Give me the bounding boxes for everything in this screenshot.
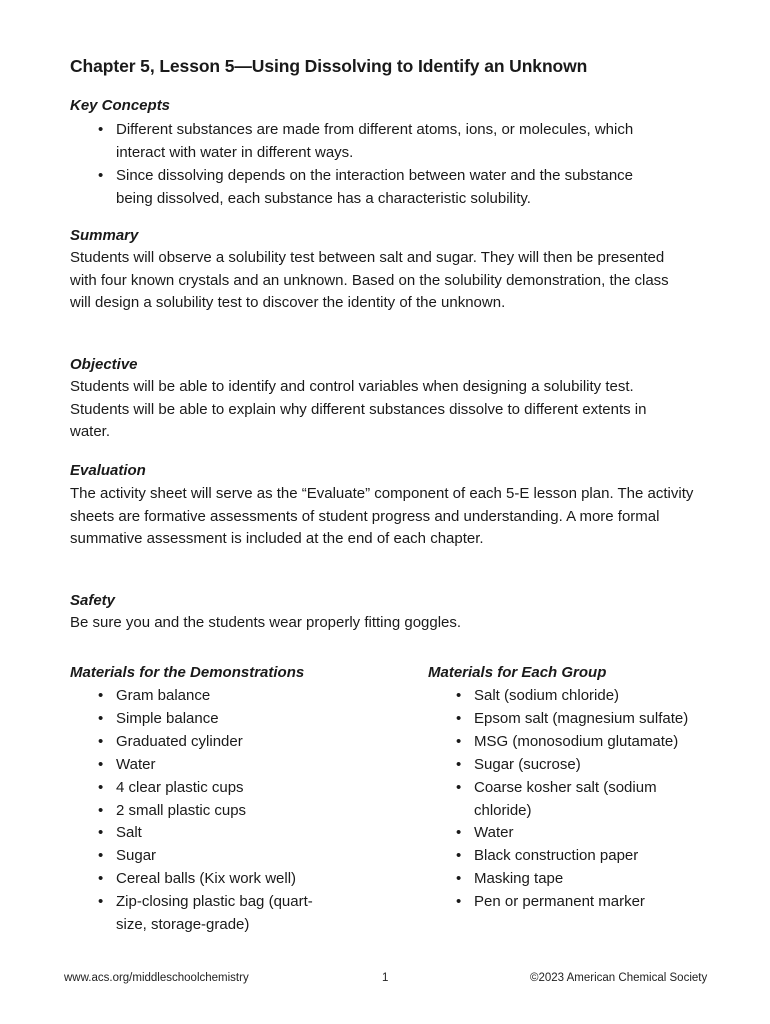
safety-heading: Safety: [70, 592, 116, 609]
list-item: • Zip-closing plastic bag (quart-size, storage-grade): [98, 891, 328, 937]
list-item: • Sugar (sucrose): [456, 754, 706, 777]
summary-text: Students will observe a solubility test between salt and sugar. They will then be presented with four known crystals and an unknown. Based on the solubility demonstration, the class will design a solubility test to discover the identity of the unknown.: [70, 249, 669, 312]
materials-demo-list: [98, 685, 328, 937]
objective-heading: Objective: [70, 356, 138, 373]
materials-group-list: [456, 685, 706, 914]
list-item: • Salt: [98, 822, 328, 845]
objective-text: Students will be able to identify and control variables when designing a solubility test. Students will be able to explain why different substances dissolve to different extents in water.: [70, 378, 647, 441]
list-item: • 4 clear plastic cups: [98, 777, 328, 800]
list-item: • Coarse kosher salt (sodium chloride): [456, 777, 706, 823]
list-item: • Different substances are made from different atoms, ions, or molecules, which interact with water in different ways.: [98, 119, 658, 165]
list-item: • Gram balance: [98, 685, 328, 708]
key-concepts-list: [98, 119, 658, 211]
list-item: • Water: [98, 754, 328, 777]
list-item: • Masking tape: [456, 868, 706, 891]
materials-demo-heading: Materials for the Demonstrations: [70, 664, 305, 681]
list-item: • Epsom salt (magnesium sulfate): [456, 708, 706, 731]
list-item: • Simple balance: [98, 708, 328, 731]
summary-heading: Summary: [70, 227, 139, 244]
list-item: • Salt (sodium chloride): [456, 685, 706, 708]
evaluation-heading: Evaluation: [70, 462, 146, 479]
list-item: • Graduated cylinder: [98, 731, 328, 754]
materials-group-heading: Materials for Each Group: [428, 664, 607, 681]
list-item: • Pen or permanent marker: [456, 891, 706, 914]
list-item: • Black construction paper: [456, 845, 706, 868]
list-item: • Since dissolving depends on the interaction between water and the substance being dissolved, each substance has a characteristic solubility.: [98, 165, 658, 211]
list-item: • Sugar: [98, 845, 328, 868]
list-item: • Water: [456, 822, 706, 845]
list-item: • Cereal balls (Kix work well): [98, 868, 328, 891]
key-concepts-heading: Key Concepts: [70, 97, 171, 114]
list-item: • 2 small plastic cups: [98, 800, 328, 823]
footer-copyright: ©2023 American Chemical Society: [530, 972, 708, 984]
page-title: Chapter 5, Lesson 5—Using Dissolving to Identify an Unknown: [70, 56, 588, 76]
safety-text: Be sure you and the students wear properly fitting goggles.: [70, 614, 462, 631]
evaluation-text: The activity sheet will serve as the “Evaluate” component of each 5-E lesson plan. The activity sheets are formative assessments of student progress and understanding. A more formal summative assessment is included at the end of each chapter.: [70, 485, 694, 548]
footer-page-number: 1: [382, 972, 389, 984]
footer-url: www.acs.org/middleschoolchemistry: [64, 972, 249, 984]
list-item: • MSG (monosodium glutamate): [456, 731, 706, 754]
